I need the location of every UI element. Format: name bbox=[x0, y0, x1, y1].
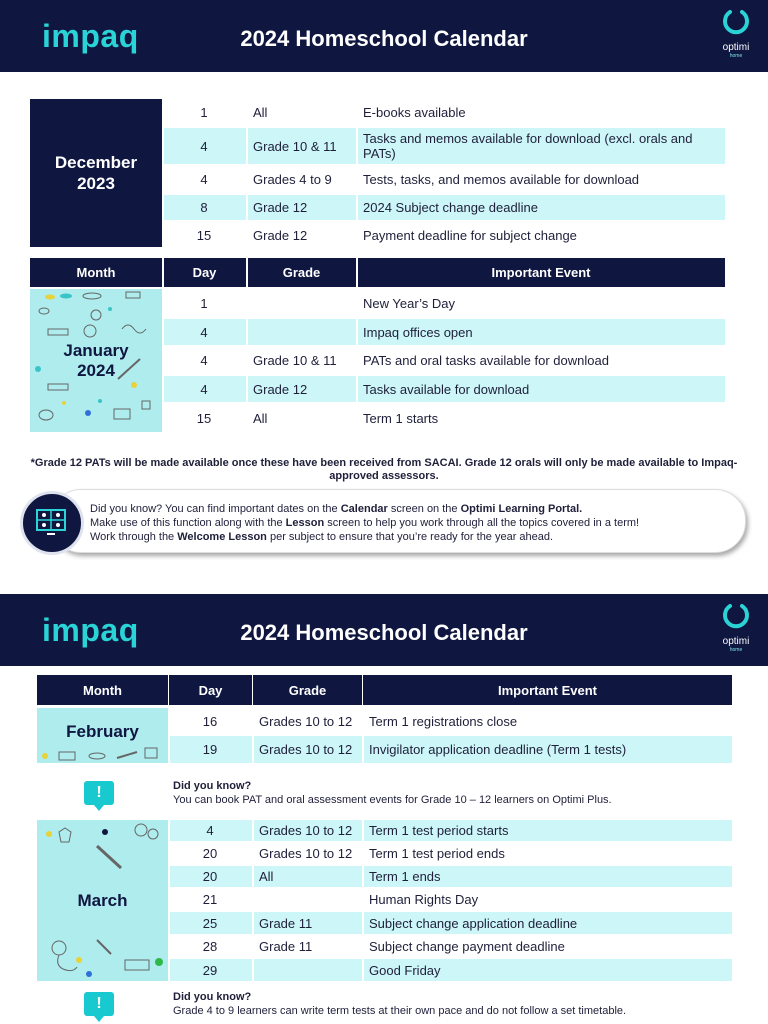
page-title: 2024 Homeschool Calendar bbox=[240, 26, 528, 51]
table-row: 16 Grades 10 to 12 Term 1 registrations close bbox=[202, 713, 518, 729]
table-row: 4 Grades 10 to 12 Term 1 test period starts bbox=[169, 820, 732, 841]
column-divider bbox=[356, 99, 358, 432]
stationery-doodle-icon bbox=[30, 289, 162, 432]
table-row: 4 Grade 10 & 11 Tasks and memos available for download (excl. orals and PATs) bbox=[163, 128, 725, 164]
header-day: Day bbox=[169, 675, 252, 705]
header-event: Important Event bbox=[363, 675, 732, 705]
table-row: 8 Grade 12 2024 Subject change deadline bbox=[163, 195, 725, 220]
header-event: Important Event bbox=[357, 258, 725, 287]
table-row: 4 Impaq offices open bbox=[163, 319, 725, 345]
stationery-doodle-icon bbox=[37, 820, 168, 981]
optimi-ring-icon bbox=[722, 8, 750, 36]
column-divider bbox=[362, 820, 364, 981]
february-month-cell bbox=[37, 708, 168, 763]
table-row: 4 Grades 4 to 9 Tests, tasks, and memos available for download bbox=[200, 172, 640, 187]
column-divider bbox=[168, 708, 170, 763]
december-month-label: December 2023 bbox=[54, 153, 138, 193]
table-row: 1 New Year’s Day bbox=[200, 295, 456, 311]
column-divider bbox=[246, 99, 248, 432]
stationery-doodle-icon bbox=[37, 708, 168, 763]
table-row: 15 All Term 1 starts bbox=[196, 410, 439, 426]
footnote: *Grade 12 PATs will be made available once these have been received from SACAI. Grade 12 orals will only be made available to Impaq-approved assessors. bbox=[30, 457, 738, 482]
december-month-cell bbox=[30, 99, 162, 247]
header-day: Day bbox=[163, 258, 246, 287]
january-month-cell bbox=[30, 289, 162, 432]
table-row: 29 Good Friday bbox=[169, 959, 732, 981]
column-divider bbox=[162, 99, 164, 432]
optimi-logo: optimi home bbox=[714, 8, 758, 59]
optimi-logo: optimi home bbox=[714, 602, 758, 653]
header-grade: Grade bbox=[253, 675, 362, 705]
did-you-know-1: Did you know? You can book PAT and oral assessment events for Grade 10 – 12 learners on Optimi Plus. bbox=[173, 780, 612, 806]
table-row: 25 Grade 11 Subject change application deadline bbox=[169, 912, 732, 934]
march-month-cell bbox=[37, 820, 168, 981]
table-row: 4 Grade 12 Tasks available for download bbox=[163, 376, 725, 402]
january-month-label: January 2024 bbox=[63, 340, 129, 380]
page1-header bbox=[0, 0, 768, 72]
header-month: Month bbox=[30, 258, 162, 287]
portal-tip-text: Did you know? You can find important dates on the Calendar screen on the Optimi Learning Portal. Make use of this function along with the Lesson screen to help you work through all the topics covered in a term! Work through the Welcome Lesson per subject to ensure that you’re ready for the year ahead. bbox=[90, 503, 640, 543]
table-row: 20 Grades 10 to 12 Term 1 test period ends bbox=[202, 846, 505, 861]
exclamation-icon: ! bbox=[84, 781, 114, 805]
march-month-label: March bbox=[77, 890, 128, 910]
impaq-logo: impaq bbox=[42, 18, 139, 54]
table-row: 4 Grade 10 & 11 PATs and oral tasks available for download bbox=[200, 353, 609, 368]
portal-tip-badge bbox=[20, 491, 84, 555]
table-header bbox=[30, 258, 725, 287]
table-row: 20 All Term 1 ends bbox=[169, 866, 732, 887]
column-divider bbox=[252, 820, 254, 981]
february-month-label: February bbox=[66, 722, 139, 741]
table-row: 19 Grades 10 to 12 Invigilator application deadline (Term 1 tests) bbox=[169, 736, 732, 763]
header-month: Month bbox=[37, 675, 168, 705]
page2-header bbox=[0, 594, 768, 666]
table-row: 1 All E-books available bbox=[200, 105, 466, 120]
table-row: 28 Grade 11 Subject change payment deadline bbox=[202, 939, 565, 954]
table-row: 21 Human Rights Day bbox=[202, 892, 479, 907]
table-header bbox=[37, 675, 732, 705]
table-row: 15 Grade 12 Payment deadline for subject change bbox=[196, 227, 577, 243]
column-divider bbox=[252, 708, 254, 763]
video-call-icon bbox=[23, 494, 81, 552]
impaq-logo: impaq bbox=[42, 612, 139, 648]
optimi-ring-icon bbox=[722, 602, 750, 630]
column-divider bbox=[168, 820, 170, 981]
did-you-know-2: Did you know? Grade 4 to 9 learners can write term tests at their own pace and do not follow a set timetable. bbox=[173, 991, 627, 1017]
column-divider bbox=[362, 708, 364, 763]
exclamation-icon: ! bbox=[84, 992, 114, 1016]
header-grade: Grade bbox=[247, 258, 356, 287]
page-title: 2024 Homeschool Calendar bbox=[240, 620, 528, 645]
